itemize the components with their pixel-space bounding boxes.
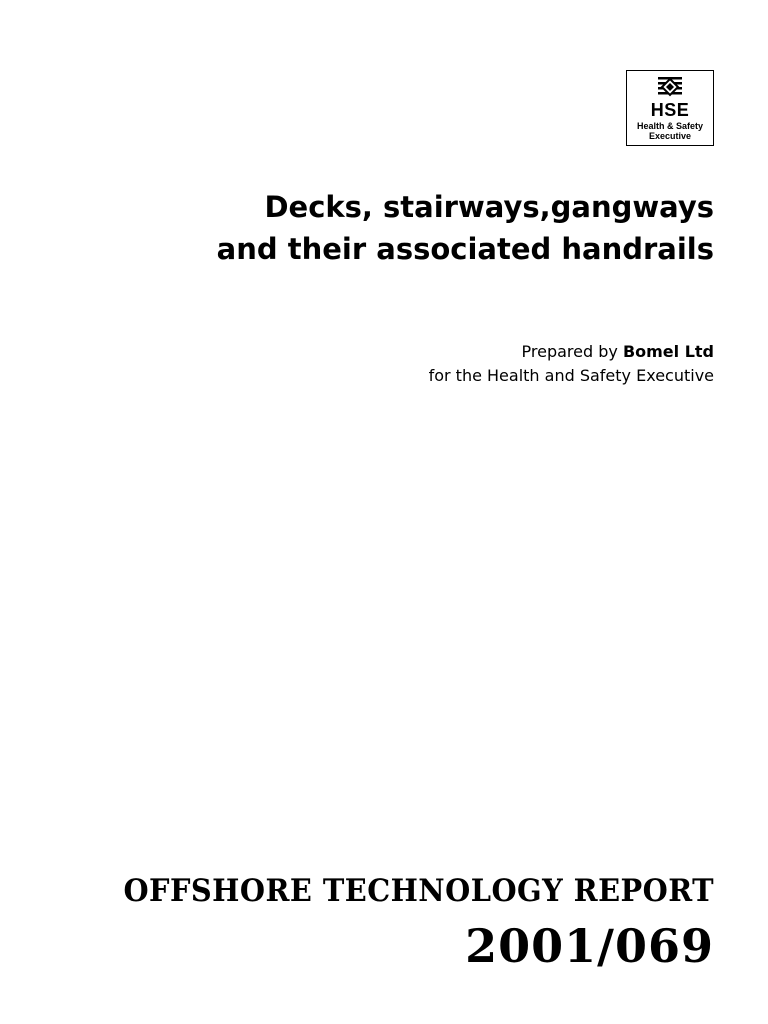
report-title	[217, 186, 714, 270]
prepared-by-line	[429, 340, 714, 364]
author-name: Bomel Ltd	[622, 342, 714, 361]
hse-crown-emblem-icon	[658, 77, 682, 99]
title-line-2: and their associated handrails	[216, 232, 714, 266]
report-number: 2001/069	[465, 919, 714, 973]
hse-logo	[626, 70, 714, 146]
logo-abbreviation: HSE	[650, 100, 690, 120]
report-series: OFFSHORE TECHNOLOGY REPORT	[123, 873, 714, 909]
logo-full-name: Health & Safety Executive	[636, 121, 704, 141]
prepared-for-line: for the Health and Safety Executive	[428, 366, 714, 385]
prepared-by-prefix: Prepared by	[521, 342, 623, 361]
prepared-by-block	[429, 340, 714, 388]
title-line-1: Decks, stairways,gangways	[264, 190, 714, 224]
